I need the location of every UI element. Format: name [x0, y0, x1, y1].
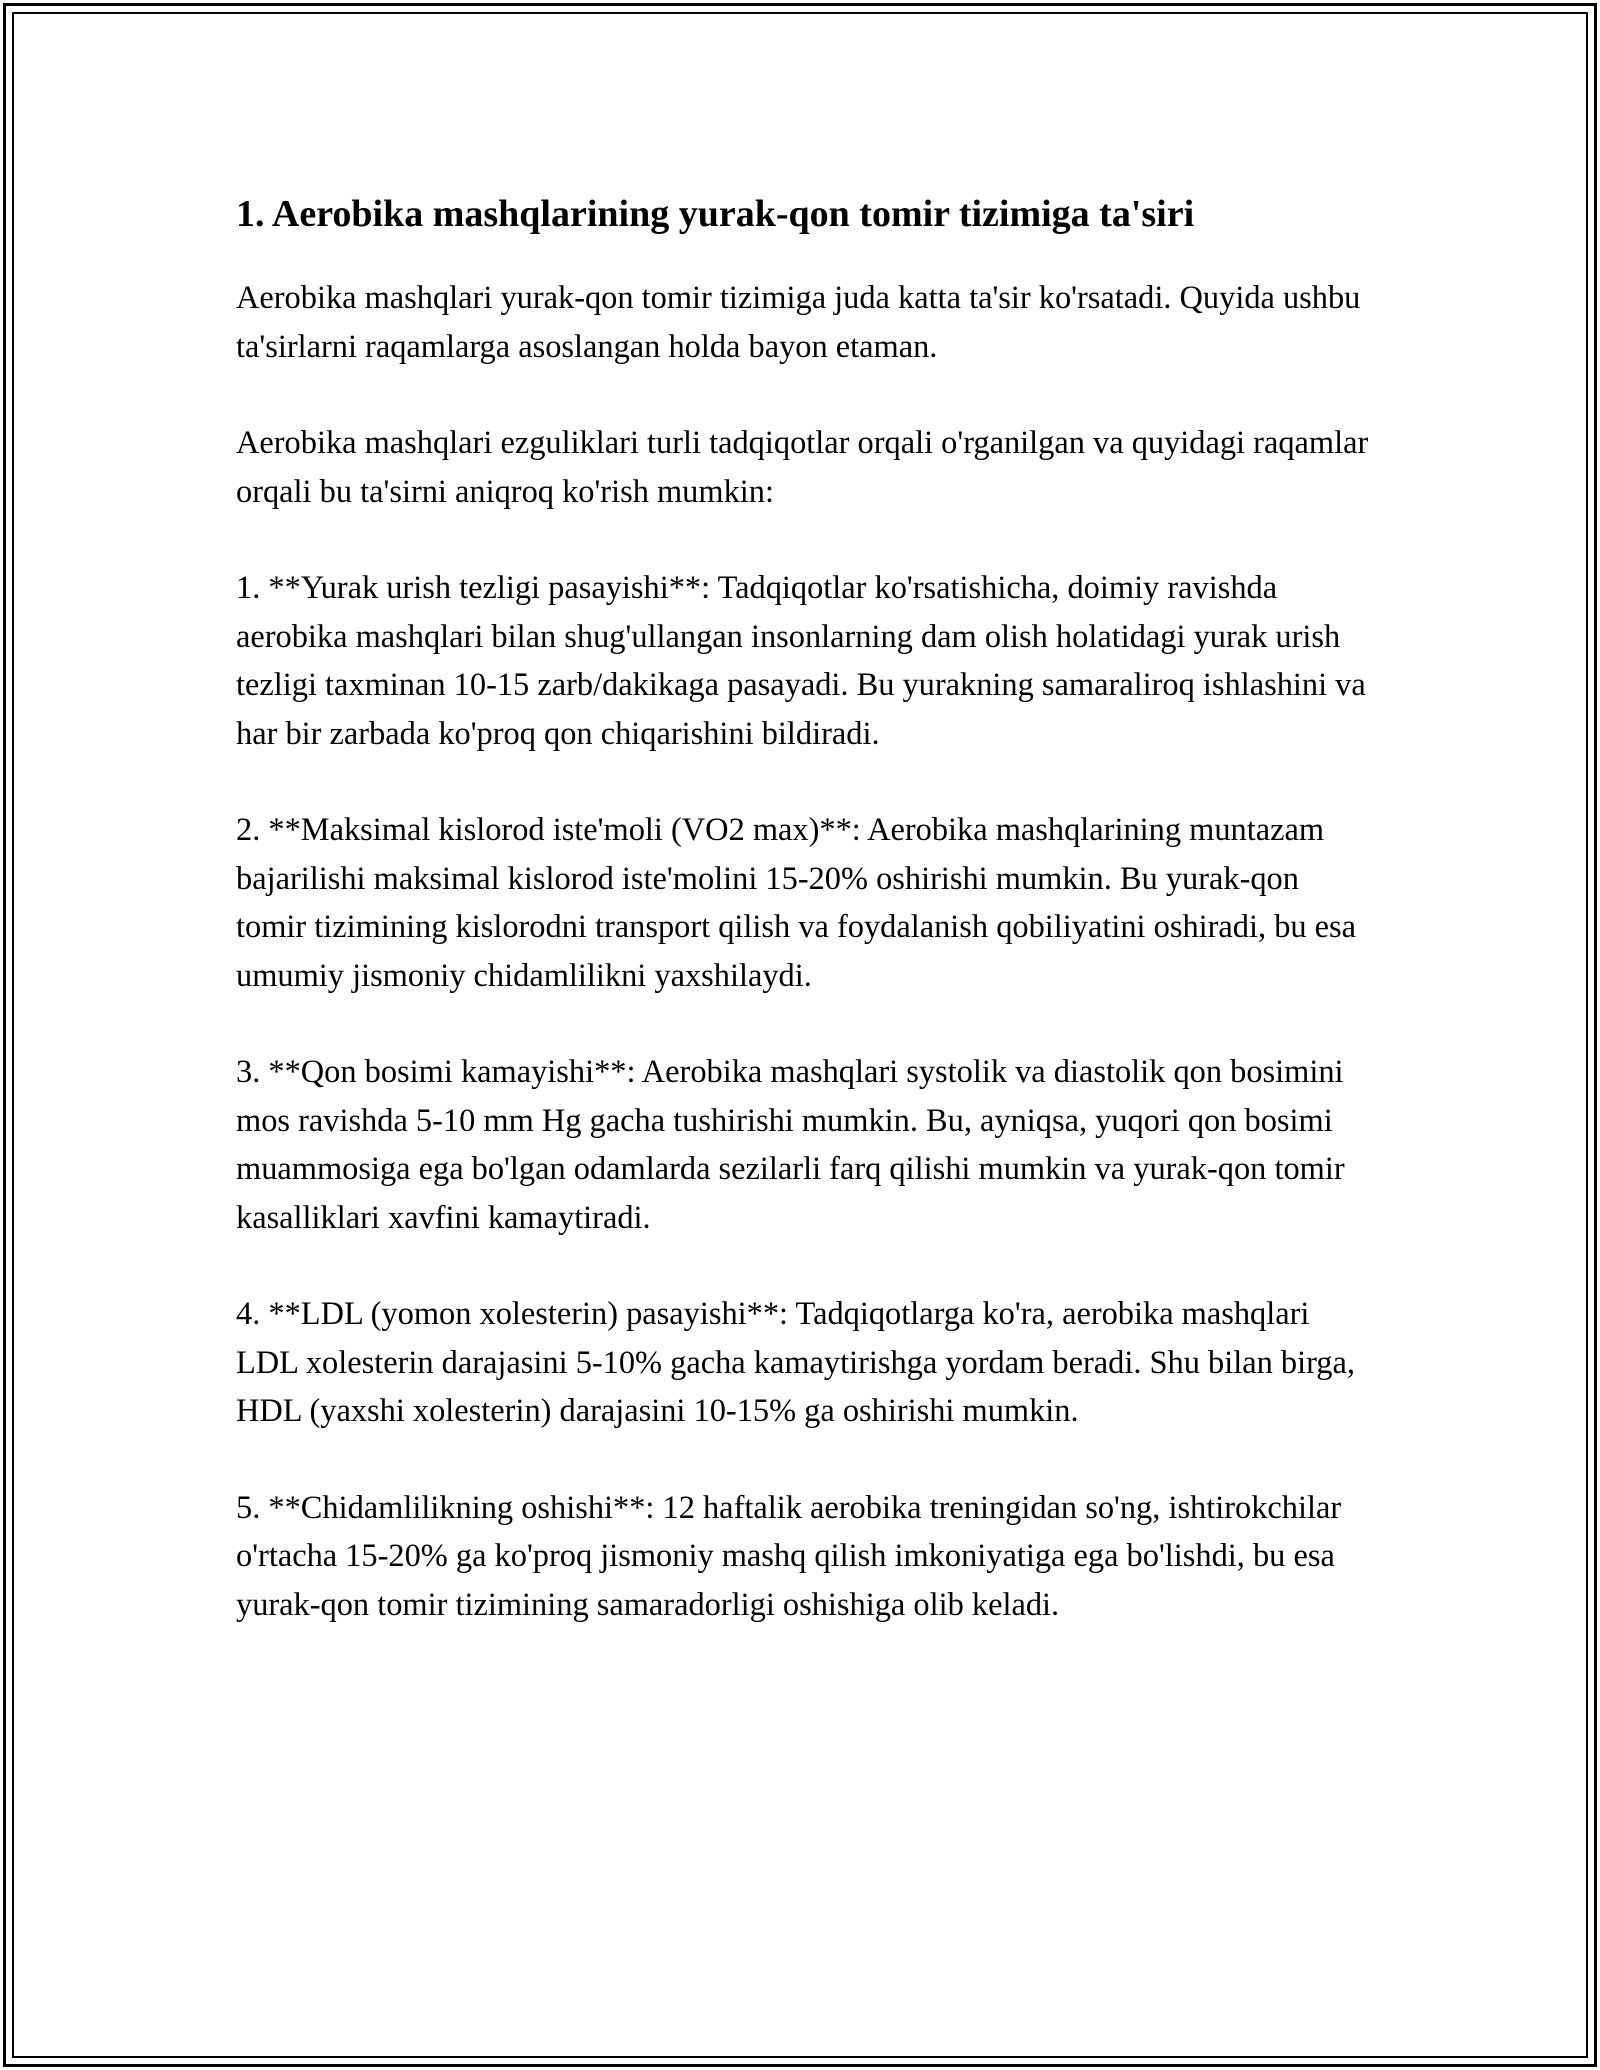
list-item-endurance: 5. **Chidamlilikning oshishi**: 12 haftalik aerobika treningidan so'ng, ishtirokchilar o'rtacha 15-20% ga ko'proq jismoniy mashq qilish imkoniyatiga ega bo'lishdi, bu esa yurak-qon tomir tizimining samaradorligi oshishiga olib keladi. [236, 1489, 1342, 1623]
list-item-heart-rate: 1. **Yurak urish tezligi pasayishi**: Tadqiqotlar ko'rsatishicha, doimiy ravishda aerobika mashqlari bilan shug'ullangan insonlarning dam olish holatidagi yurak urish tezligi taxminan 10-15 zarb/dakikaga pasayadi. Bu yurakning samaraliroq ishlashini va har bir zarbada ko'proq qon chiqarishini bildiradi. [236, 570, 1366, 752]
list-item-ldl-cholesterol: 4. **LDL (yomon xolesterin) pasayishi**: Tadqiqotlarga ko'ra, aerobika mashqlari LDL xolesterin darajasini 5-10% gacha kamaytirishga yordam beradi. Shu bilan birga, HDL (yaxshi xolesterin) darajasini 10-15% ga oshirishi mumkin. [236, 1296, 1355, 1429]
research-paragraph: Aerobika mashqlari ezguliklari turli tadqiqotlar orqali o'rganilgan va quyidagi raqamlar orqali bu ta'sirni aniqroq ko'rish mumkin: [236, 425, 1369, 510]
intro-paragraph: Aerobika mashqlari yurak-qon tomir tizimiga juda katta ta'sir ko'rsatadi. Quyida ushbu ta'sirlarni raqamlarga asoslangan holda bayon etaman. [236, 280, 1361, 365]
document-title: 1. Aerobika mashqlarining yurak-qon tomir tizimiga ta'siri [236, 193, 1195, 235]
list-item-vo2-max: 2. **Maksimal kislorod iste'moli (VO2 max)**: Aerobika mashqlarining muntazam bajarilishi maksimal kislorod iste'molini 15-20% oshirishi mumkin. Bu yurak-qon tomir tizimining kislorodni transport qilish va foydalanish qobiliyatini oshiradi, bu esa umumiy jismoniy chidamlilikni yaxshilaydi. [236, 812, 1357, 994]
list-item-blood-pressure: 3. **Qon bosimi kamayishi**: Aerobika mashqlari systolik va diastolik qon bosimini mos ravishda 5-10 mm Hg gacha tushirishi mumkin. Bu, ayniqsa, yuqori qon bosimi muammosiga ega bo'lgan odamlarda sezilarli farq qilishi mumkin va yurak-qon tomir kasalliklari xavfini kamaytiradi. [236, 1054, 1345, 1236]
document-body [236, 186, 1376, 1677]
